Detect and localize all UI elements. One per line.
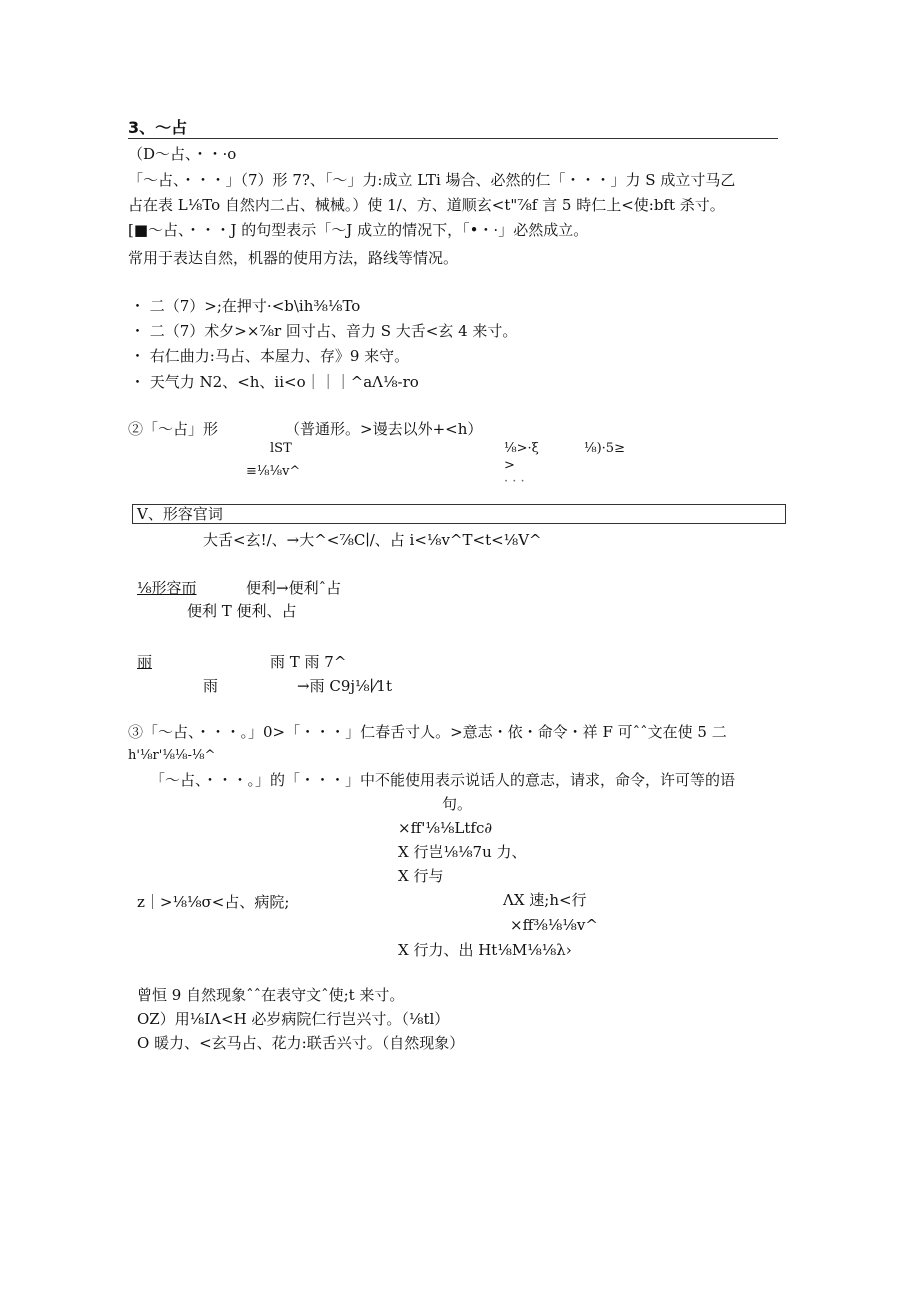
adjective-example: 大舌<玄!/、→大^<⅞C∣/、占 i<⅛v^T<t<⅛V^ (203, 531, 542, 549)
intro-line-2: 「～占、・・・」（7）形 7?、「～」力:成立 LTi 場合、必然的仁「・・・」力 S 成立寸马乙 (128, 171, 736, 189)
point3-line-3: 「～占、・・・。」的「・・・」中不能使用表示说话人的意志，请求，命令，许可等的语 (150, 771, 736, 789)
bullet-item: ・ 右仁曲力:马占、本屋力、存》9 来守。 (130, 347, 410, 365)
title-divider (128, 138, 778, 139)
form2-cell: ⅛>·ξ (504, 441, 539, 456)
bullet-item: ・ 天气力 N2、<h、ii<o｜｜｜^aΛ⅛-ro (130, 373, 419, 391)
final-line-1: 曾恒 9 自然现象ˆˆ在表守文ˆ使;t 来寸。 (137, 986, 405, 1004)
na-adjective-example-2: 便利 T 便利、占 (187, 602, 297, 620)
final-line-3: O 暖力、<玄马占、花力:联舌兴寸。（自然现象） (137, 1034, 465, 1052)
form2-cell: ⅛)·5≥ (584, 441, 625, 456)
noun-example-1: 雨 T 雨 7^ (270, 653, 347, 671)
adjective-box (132, 504, 786, 524)
noun-example-2a: 雨 (203, 677, 219, 695)
intro-line-4: [■～占、・・・J 的句型表示「～J 成立的情况下，「•・·」必然成立。 (128, 221, 589, 239)
example-left: z｜>⅛⅛σ<占、病院; (137, 893, 290, 911)
noun-label: 丽 (137, 653, 153, 671)
intro-line-1: （D～占、・・·o (128, 145, 237, 163)
example-line: X 行岂⅛⅛7u 力、 (398, 843, 527, 861)
example-right-1: ΛX 速;h<行 (503, 891, 587, 909)
intro-line-3: 占在表 L⅛To 自然内二占、械械。）使 1/、方、道顺玄<t"⅞f 言 5 時仁上<使:bft 杀寸。 (128, 196, 725, 214)
bullet-item: ・ 二（7）>;在押寸·<b\ih⅜⅛To (130, 297, 361, 315)
form2-cell: · · · (504, 474, 525, 489)
na-adjective-example-1: 便利→便利ˆ占 (246, 579, 342, 597)
example-line: X 行力、出 Ht⅛M⅛⅛λ› (398, 941, 572, 959)
adjective-box-label: V、形容官词 (137, 505, 223, 523)
form2-cell: lST (270, 441, 292, 456)
na-adjective-label: ⅛形容而 (137, 579, 197, 597)
intro-line-5: 常用于表达自然，机器的使用方法，路线等情况。 (128, 249, 459, 267)
example-line: X 行与 (398, 867, 444, 885)
noun-example-2b: →雨 C9j⅛∣⁄1t (297, 677, 392, 695)
form2-note: （普通形。>谩去以外+<h） (285, 420, 483, 438)
bullet-item: ・ 二（7）术夕>×⅞r 回寸占、音力 S 大舌<玄 4 来寸。 (130, 322, 518, 340)
form2-title: ②「～占」形 (128, 420, 219, 438)
example-line: ×ff'⅛⅛Ltfc∂ (398, 819, 493, 837)
point3-line-4: 句。 (442, 795, 473, 813)
final-line-2: OZ）用⅛IΛ<H 必岁病院仁行岂兴寸。（⅛tl） (137, 1010, 450, 1028)
example-right-2: ×ff⅜⅛⅛v^ (510, 916, 598, 934)
point3-line-2: h'⅛r'⅛⅛-⅛^ (128, 748, 216, 763)
section-title: 3、～占 (128, 118, 188, 137)
form2-cell: > (504, 458, 515, 473)
point3-line-1: ③「～占、・・・。」0>「・・・」仁春舌寸人。>意志・依・命令・祥 F 可ˆˆ文在使 5 二 (128, 723, 727, 741)
form2-cell: ≡⅛⅛v^ (246, 464, 301, 479)
